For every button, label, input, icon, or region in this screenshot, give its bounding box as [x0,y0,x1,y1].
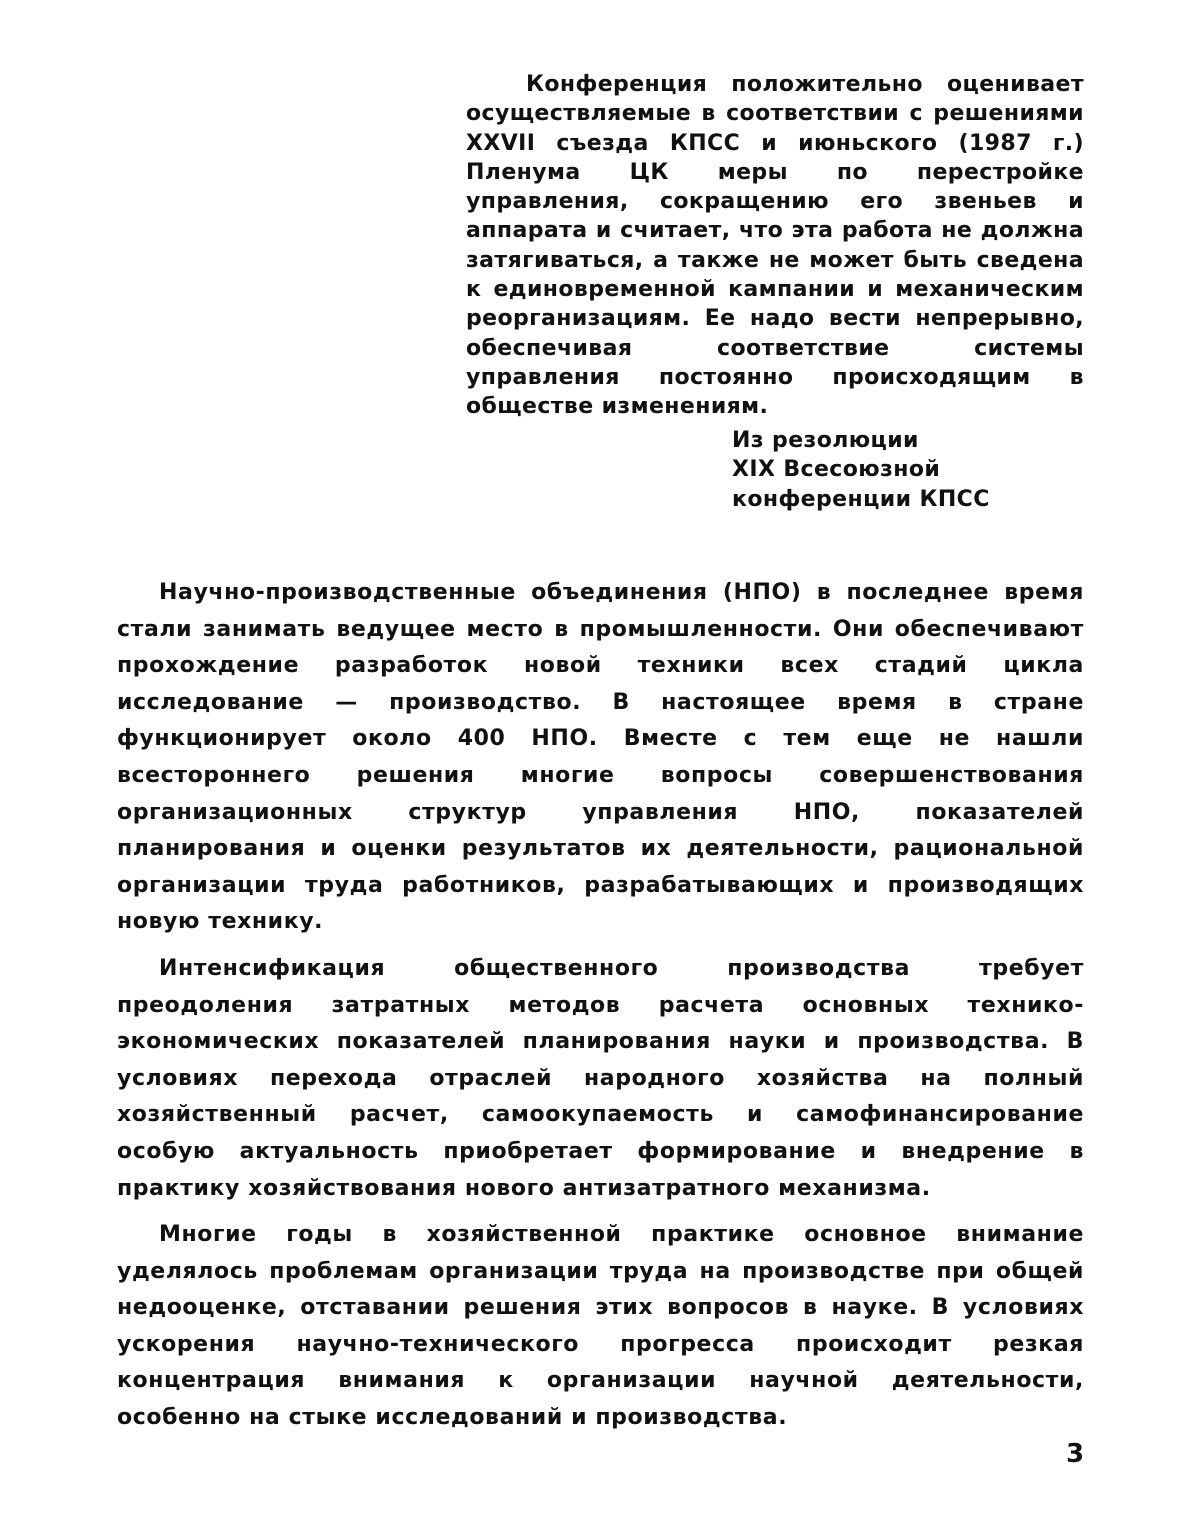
paragraph-3: Многие годы в хозяйственной практике основное внимание уделялось проблемам организации труда на производстве при общей недооценке, отставании решения этих вопросов в науке. В условиях ускорения научно-технического прогресса происходит резкая концентрация внимания к организации научной деятельности, особенно на стыке исследований и производства. [117,1222,1084,1431]
epigraph-attribution: Из резолюции XIX Всесоюзной конференции КПСС [732,427,990,512]
paragraph-1: Научно-производственные объединения (НПО) в последнее время стали занимать ведущее место в промышленности. Они обеспечивают прохождение разработок новой техники всех стадий цикла исследование — производство. В настоящее время в стране функционирует около 400 НПО. Вместе с тем еще не нашли всестороннего решения многие вопросы совершенствования организационных структур управления НПО, показателей планирования и оценки результатов их деятельности, рациональной организации труда работников, разрабатывающих и производящих новую технику. [117,580,1084,935]
page-number: 3 [1066,1439,1085,1469]
body-text [117,575,1084,1447]
epigraph [466,70,1084,514]
paragraph-2: Интенсификация общественного производства требует преодоления затратных методов расчета основных технико-экономических показателей планирования науки и производства. В условиях перехода отраслей народного хозяйства на полный хозяйственный расчет, самоокупаемость и самофинансирование особую актуальность приобретает формирование и внедрение в практику хозяйствования нового антизатратного механизма. [117,955,1084,1201]
epigraph-text: Конференция положительно оценивает осуществляемые в соответствии с решениями XXVII съезда КПСС и июньского (1987 г.) Пленума ЦК меры по перестройке управления, сокращению его звеньев и аппарата и считает, что эта работа не должна затягиваться, а также не может быть сведена к единовременной кампании и механическим реорганизациям. Ее надо вести непрерывно, обеспечивая соответствие системы управления постоянно происходящим в обществе изменениям. [466,72,1084,420]
